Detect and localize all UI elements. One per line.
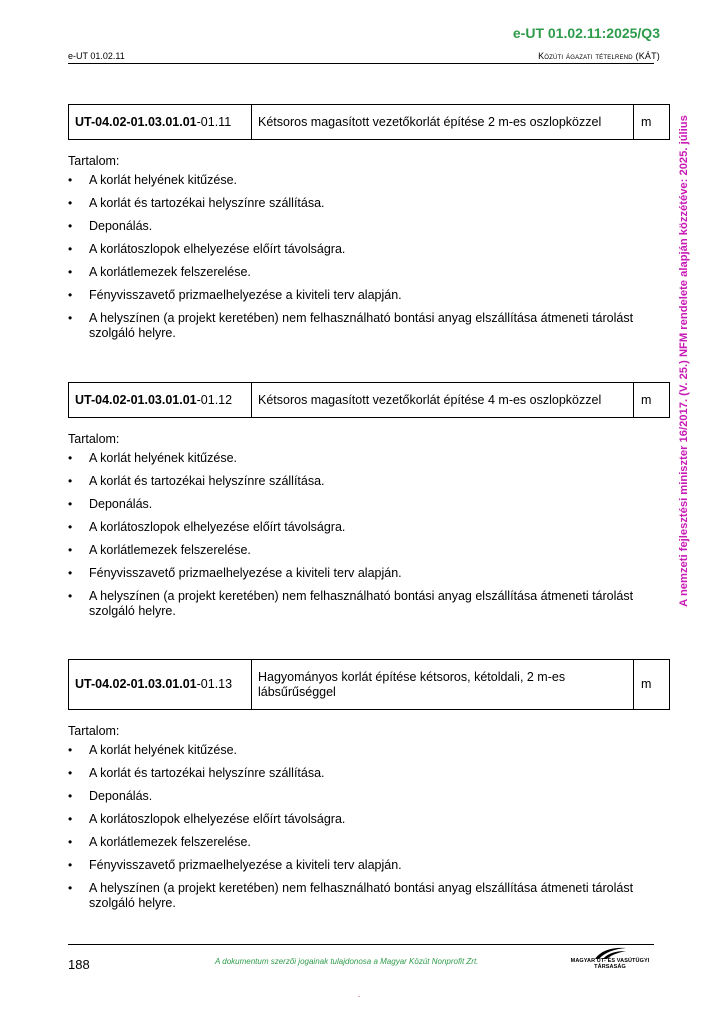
item-code-suffix: -01.13 (196, 677, 233, 691)
item-code-cell (69, 660, 252, 710)
item-code-suffix: -01.11 (196, 114, 232, 129)
item-unit-cell: m (634, 105, 670, 140)
content-label: Tartalom: (68, 154, 120, 168)
list-item: • A korlát és tartozékai helyszínre szállítása. (68, 474, 638, 489)
item-code-bold: UT-04.02-01.03.01.01 (75, 677, 197, 691)
item-header-table (68, 382, 670, 418)
item-block-2 (68, 382, 670, 627)
item-code-cell (69, 383, 252, 418)
header-left-code: e-UT 01.02.11 (68, 51, 125, 61)
footer-rule (68, 944, 654, 945)
item-unit-cell: m (634, 383, 670, 418)
list-item: • Fényvisszavető prizmaelhelyezése a kiviteli terv alapján. (68, 566, 638, 581)
item-code-cell (69, 105, 252, 140)
list-item: • A korlátoszlopok elhelyezése előírt távolságra. (68, 520, 638, 535)
item-unit-cell: m (634, 660, 670, 710)
side-note-text: A nemzeti fejlesztési miniszter 16/2017. (V. 25.) NFM rendelete alapján közzétéve: 2025. július (678, 115, 690, 607)
list-item: • A korlát és tartozékai helyszínre szállítása. (68, 196, 638, 211)
item-code-bold: UT-04.02-01.03.01.01 (75, 392, 197, 407)
item-title-cell: Kétsoros magasított vezetőkorlát építése 2 m-es oszlopközzel (252, 105, 634, 140)
item-title-cell: Hagyományos korlát építése kétsoros, kétoldali, 2 m-es lábsűrűséggel (252, 660, 634, 710)
list-item: • A korlát helyének kitűzése. (68, 451, 638, 466)
list-item: • A helyszínen (a projekt keretében) nem felhasználható bontási anyag elszállítása átmeneti tárolást szolgáló helyre. (68, 589, 638, 619)
content-label: Tartalom: (68, 432, 120, 446)
scan-mark (358, 996, 360, 997)
list-item: • A korlátlemezek felszerelése. (68, 835, 638, 850)
content-label: Tartalom: (68, 724, 120, 738)
header-rule (68, 63, 654, 64)
list-item: • A helyszínen (a projekt keretében) nem felhasználható bontási anyag elszállítása átmeneti tárolást szolgáló helyre. (68, 881, 638, 911)
item-header-table (68, 104, 670, 140)
header-right-title: Közúti ágazati tételrend (KÁT) (538, 51, 660, 61)
list-item: • A helyszínen (a projekt keretében) nem felhasználható bontási anyag elszállítása átmeneti tárolást szolgáló helyre. (68, 311, 638, 341)
page-number: 188 (68, 957, 90, 972)
list-item: • A korlátlemezek felszerelése. (68, 265, 638, 280)
logo-text: MAGYAR ÚT- ÉS VASÚTÜGYI TÁRSASÁG (570, 958, 650, 970)
item-block-3 (68, 659, 670, 919)
list-item: • A korlátoszlopok elhelyezése előírt távolságra. (68, 812, 638, 827)
content-list (68, 173, 638, 341)
list-item: • A korlát helyének kitűzése. (68, 743, 638, 758)
item-block-1 (68, 104, 670, 349)
document-code: e-UT 01.02.11:2025/Q3 (512, 25, 660, 41)
list-item: • Fényvisszavető prizmaelhelyezése a kiviteli terv alapján. (68, 288, 638, 303)
list-item: • Fényvisszavető prizmaelhelyezése a kiviteli terv alapján. (68, 858, 638, 873)
list-item: • A korlát és tartozékai helyszínre szállítása. (68, 766, 638, 781)
list-item: • A korlát helyének kitűzése. (68, 173, 638, 188)
item-title-cell: Kétsoros magasított vezetőkorlát építése 4 m-es oszlopközzel (252, 383, 634, 418)
content-list (68, 743, 638, 911)
list-item: • Deponálás. (68, 219, 638, 234)
side-publication-note (670, 96, 698, 626)
list-item: • Deponálás. (68, 497, 638, 512)
content-list (68, 451, 638, 619)
list-item: • Deponálás. (68, 789, 638, 804)
item-code-bold: UT-04.02-01.03.01.01 (75, 114, 197, 129)
list-item: • A korlátoszlopok elhelyezése előírt távolságra. (68, 242, 638, 257)
item-code-suffix: -01.12 (196, 392, 233, 407)
association-logo (565, 946, 655, 970)
list-item: • A korlátlemezek felszerelése. (68, 543, 638, 558)
item-header-table (68, 659, 670, 710)
copyright-notice: A dokumentum szerzői jogainak tulajdonosa a Magyar Közút Nonprofit Zrt. (215, 957, 479, 966)
